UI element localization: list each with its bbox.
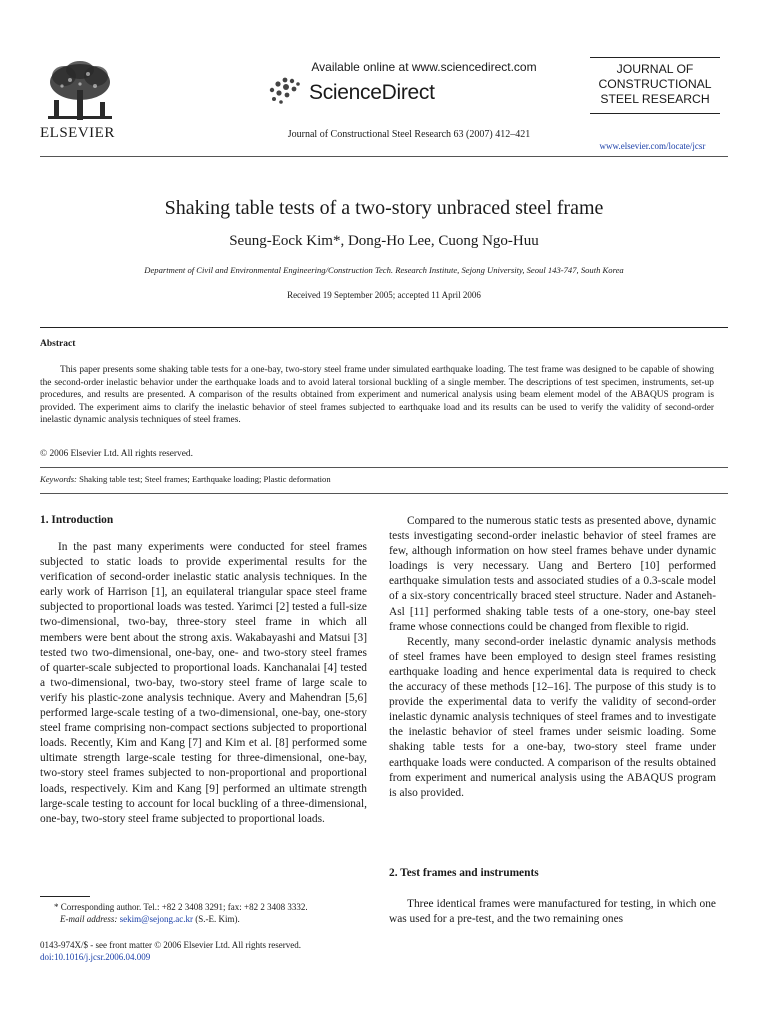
abstract-body: This paper presents some shaking table tests for a one-bay, two-story steel frame under simulated earthquake loading. The test frame was designed to be capable of showing the second-order inelastic behavior under the earthquake loads and to avoid lateral torsional buckling of a single member. The descriptions of test specimen, instruments, set-up procedures, and results are presented. A comparison of the results obtained from experiment and numerical analysis using beam element model of the ABAQUS program is provided. The experiment aims to clarify the inelastic behavior of steel frames subjected to earthquake load and its results can be used to verify the validity of second-order inelastic dynamic analysis techniques of steel frames.: [40, 365, 714, 426]
abstract-copyright: © 2006 Elsevier Ltd. All rights reserved.: [40, 449, 193, 459]
journal-title-line-1: JOURNAL OF: [616, 62, 694, 76]
corresponding-author-note: * Corresponding author. Tel.: +82 2 3408 3291; fax: +82 2 3408 3332.: [54, 902, 308, 912]
email-link[interactable]: sekim@sejong.ac.kr: [119, 914, 193, 924]
article-authors: [0, 233, 768, 250]
section-heading-introduction: 1. Introduction: [40, 514, 114, 526]
keywords-list: Shaking table test; Steel frames; Earthquake loading; Plastic deformation: [79, 474, 331, 484]
journal-url-link[interactable]: www.elsevier.com/locate/jcsr: [599, 141, 706, 151]
issn-line: 0143-974X/$ - see front matter © 2006 Elsevier Ltd. All rights reserved.: [40, 940, 302, 950]
journal-title-box: [590, 57, 720, 114]
sciencedirect-dots-icon: [265, 76, 303, 111]
left-column: [40, 540, 367, 827]
section-heading-test-frames: 2. Test frames and instruments: [389, 867, 539, 879]
email-line: [40, 913, 367, 925]
author-affiliation: Department of Civil and Environmental Engineering/Construction Tech. Research Institute, Sejong University, Seoul 143-747, South Korea: [144, 265, 624, 275]
keywords-divider-bottom: [40, 493, 728, 494]
footnote: [40, 901, 367, 925]
right-column-lower: [389, 897, 716, 927]
journal-title-line-3: STEEL RESEARCH: [600, 92, 710, 106]
journal-title-line-2: CONSTRUCTIONAL: [598, 77, 712, 91]
available-online-text[interactable]: Available online at www.sciencedirect.com: [311, 60, 537, 74]
email-suffix: (S.-E. Kim).: [195, 914, 240, 924]
abstract-divider: [40, 327, 728, 328]
keywords-line: [40, 474, 331, 484]
right-column: [389, 514, 716, 801]
keywords-divider-top: [40, 467, 728, 468]
sciencedirect-wordmark: ScienceDirect: [309, 81, 435, 104]
abstract-heading: Abstract: [40, 339, 76, 349]
sciencedirect-logo[interactable]: [265, 76, 435, 110]
test-paragraph-1: Three identical frames were manufactured for testing, in which one was used for a pre-test, and the two remaining ones: [389, 898, 716, 926]
doi-link[interactable]: doi:10.1016/j.jcsr.2006.04.009: [40, 952, 151, 962]
intro-paragraph-2: Compared to the numerous static tests as presented above, dynamic tests investigating second-order inelastic behavior of steel frames are few, although information on how steel frames behave under dynamic loadings is very necessary. Uang and Bertero [10] performed earthquake simulation tests and associated studies of a 0.3-scale model of a six-story concentrically braced steel structure. Nader and Astaneh-Asl [11] performed shaking table tests of a one-story, one-bay steel frame whose connections could be changed from flexible to rigid.: [389, 515, 716, 633]
keywords-label: Keywords:: [40, 474, 77, 484]
intro-paragraph-3: Recently, many second-order inelastic dynamic analysis methods of steel frames have been employed to design steel frames resisting earthquake loading and hence experimental data is required to check the accuracy of these methods [12–16]. The purpose of this study is to provide the experimental data to verify the validity of second-order inelastic dynamic analysis techniques of steel frames and to investigate the inelastic behavior of steel frames under seismic loading. Some shaking table tests for a one-bay, two-story steel frame under earthquake loads were conducted. A comparison of the results obtained from experiment and numerical analysis using the ABAQUS program is also provided.: [389, 635, 716, 799]
article-title: Shaking table tests of a two-story unbraced steel frame: [164, 197, 604, 219]
email-label: E-mail address:: [60, 914, 118, 924]
footnote-rule: [40, 896, 90, 897]
publisher-name: ELSEVIER: [40, 125, 115, 141]
issn-block: [40, 939, 301, 963]
intro-paragraph-1: In the past many experiments were conducted for steel frames subjected to static loads to provide experimental results for the verification of second-order inelastic static analysis techniques. In the early work of Harrison [1], an equilateral triangular space steel frame subjected to proportional loads was tested. Yarimci [2] tested a full-size two-dimensional, two-bay, three-story steel frame in which all members were bent about the strong axis. Wakabayashi and Matsui [3] tested two two-dimensional, one-bay, one- and two-story steel frames of quarter-scale subjected to proportional loads. Kanchanalai [4] tested a two-dimensional, two-bay, two-story steel frame of large scale to verify his plastic-zone analysis technique. Avery and Mahendran [5,6] performed large-scale testing of a two-dimensional, one-bay, one-story steel frame comprising non-compact sections subjected to proportional loads. Recently, Kim and Kang [7] and Kim et al. [8] performed some ultimate strength large-scale testing for three-dimensional, one-bay, two-story steel frames subjected to non-proportional and proportional loads, respectively. Kim and Kang [9] performed an ultimate strength large-scale testing to account for local buckling of a three-dimensional, one-bay, two-story steel frame subjected to proportional loads.: [40, 541, 367, 825]
authors-text: Seung-Eock Kim*, Dong-Ho Lee, Cuong Ngo-Huu: [229, 233, 539, 249]
journal-citation: Journal of Constructional Steel Research 63 (2007) 412–421: [287, 129, 531, 140]
header-divider: [40, 156, 728, 157]
received-dates: Received 19 September 2005; accepted 11 April 2006: [287, 290, 481, 300]
